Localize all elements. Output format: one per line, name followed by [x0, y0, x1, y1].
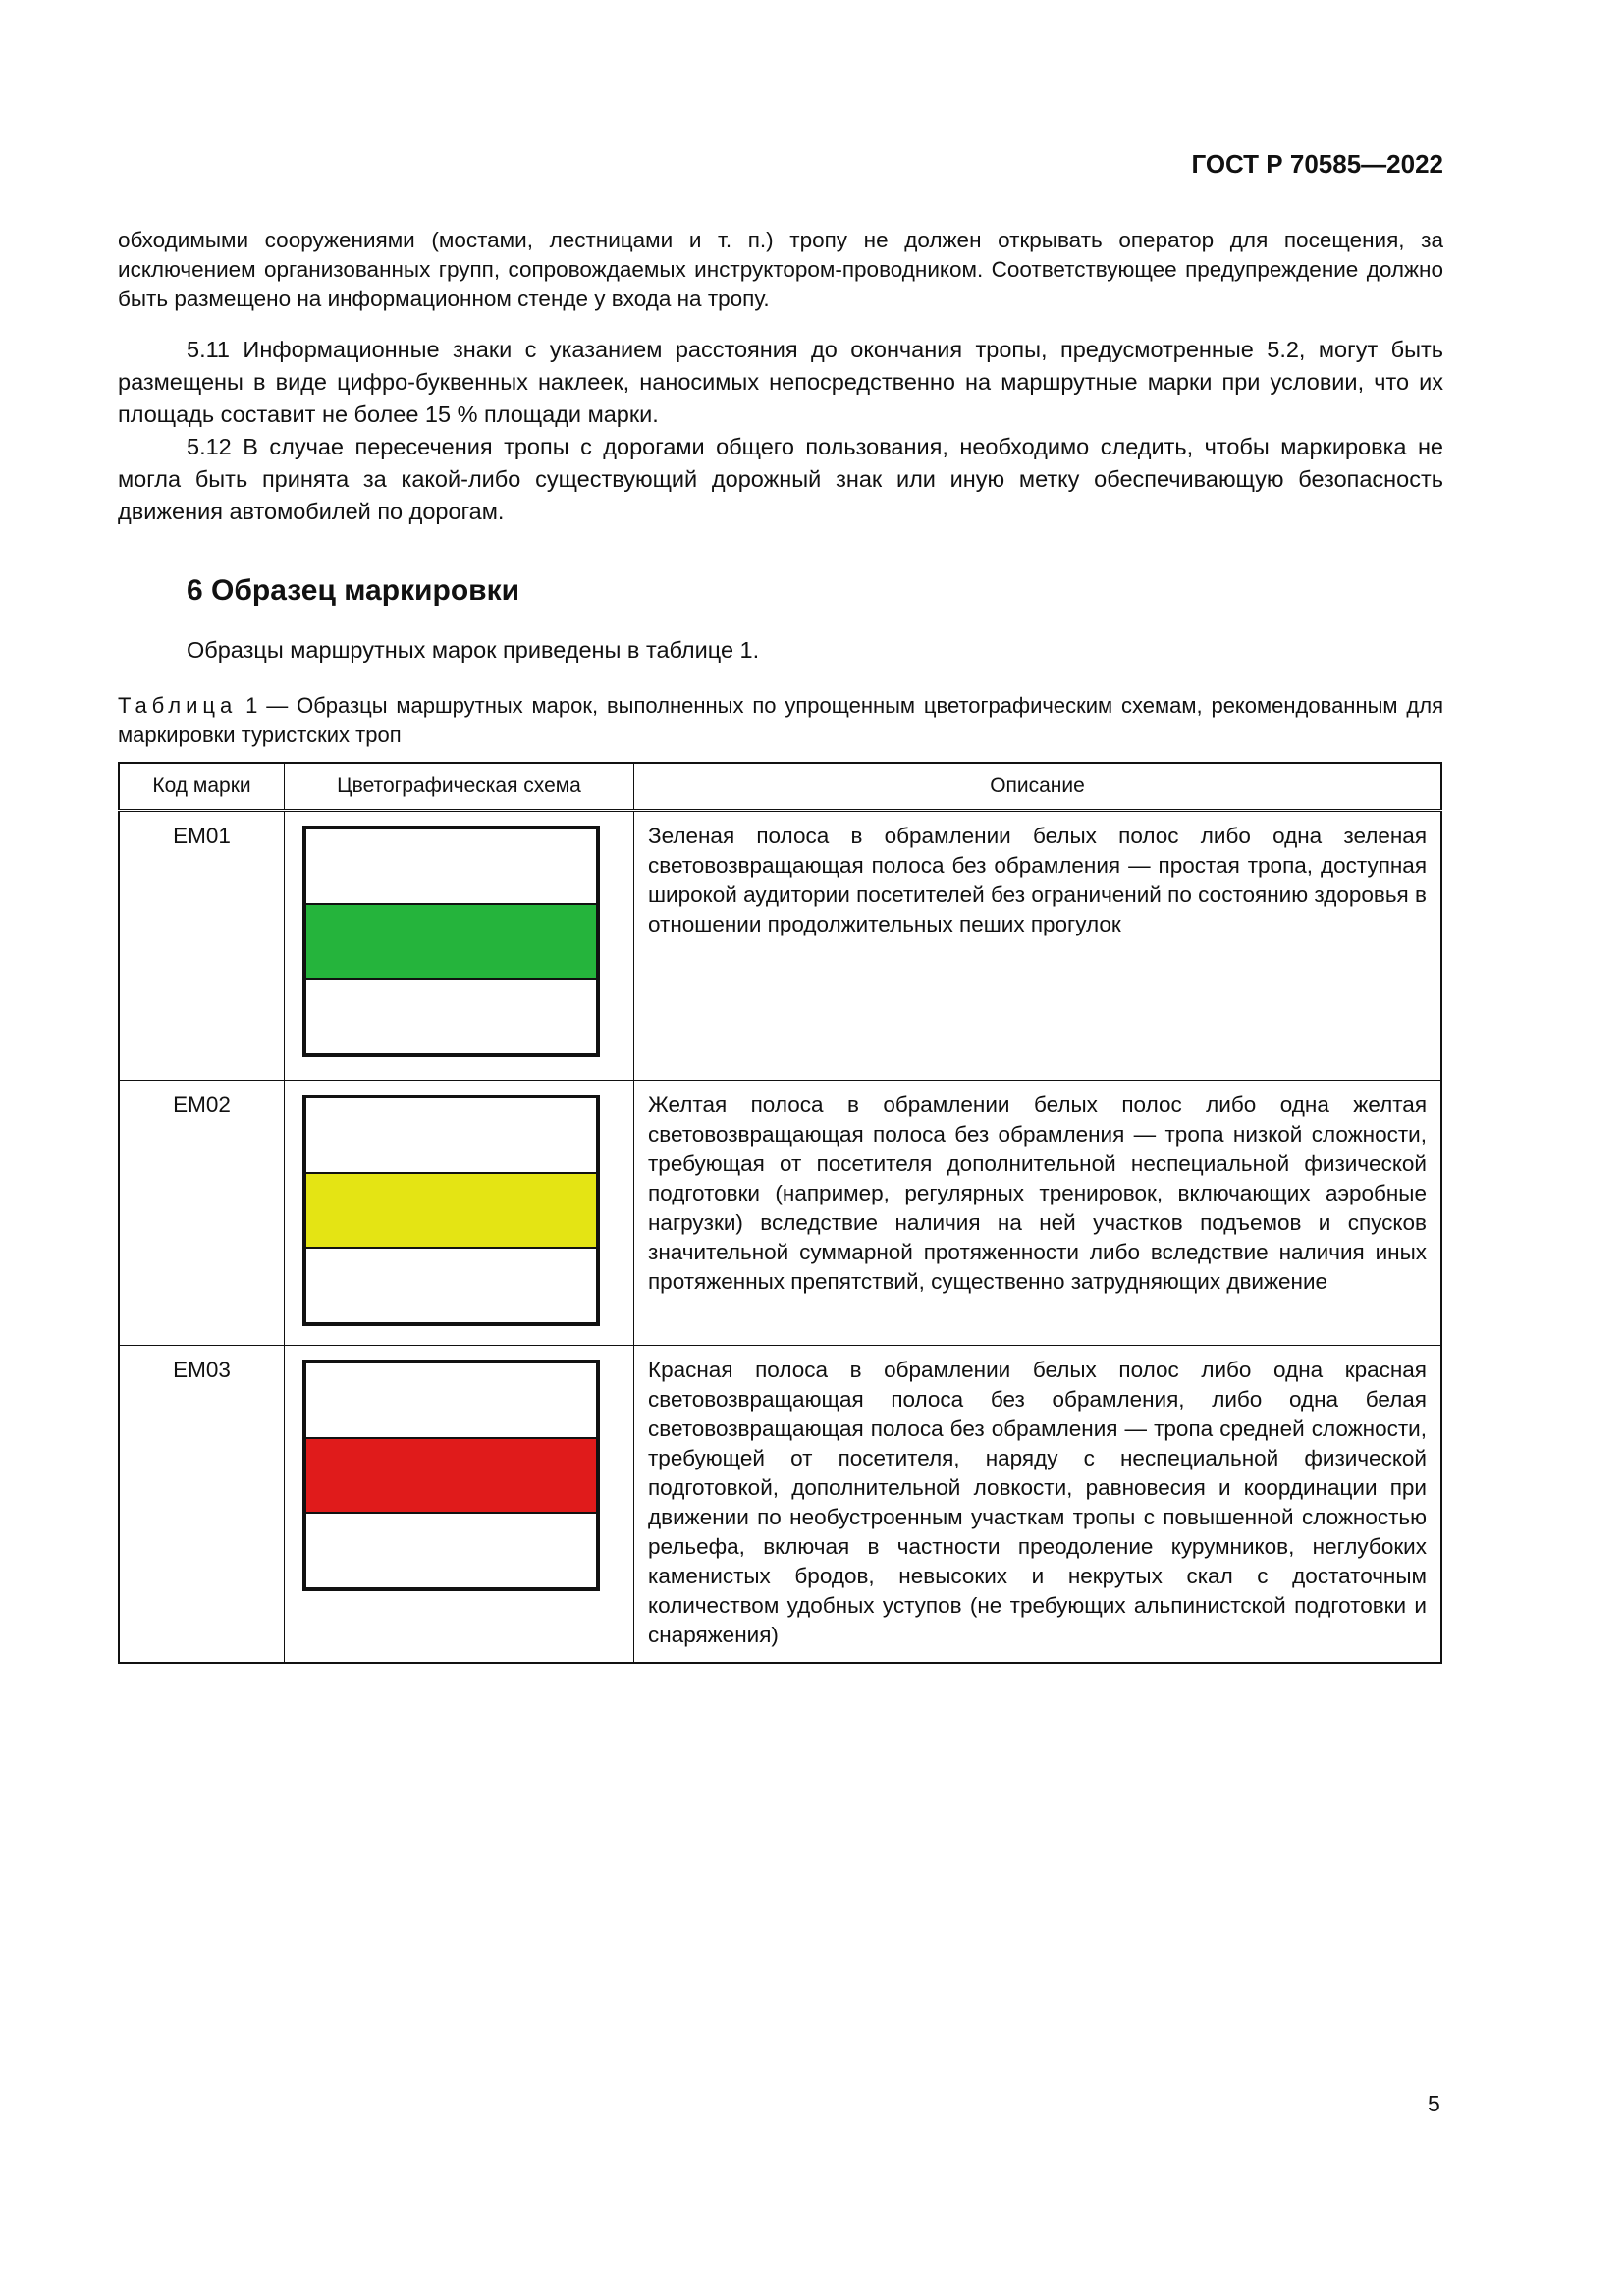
mark-description: Красная полоса в обрамлении белых полос либо одна красная световозвращающая полоса без обрамления, либо одна белая световозвращающая полоса без обрамления — тропа средней сложности, требующей от посетителя, наряду с неспециальной физической подготовкой, дополнительной ловкости, равновесия и координации при движении по необустроенным участкам тропы с повышенной сложностью рельефа, включая в частности преодоление курумников, неглубоких каменистых бродов, невысоких и некрутых скал с достаточным количеством удобных уступов (не требующих альпинистской подготовки и снаряжения): [634, 1346, 1442, 1663]
mark-swatch-yellow: [302, 1095, 600, 1326]
white-stripe: [306, 1249, 596, 1322]
mark-swatch-red: [302, 1360, 600, 1591]
paragraph-5-11: 5.11 Информационные знаки с указанием расстояния до окончания тропы, предусмотренные 5.2, могут быть размещены в виде цифро-буквенных наклеек, наносимых непосредственно на маршрутные марки при условии, что их площадь составит не более 15 % площади марки.: [118, 337, 1443, 427]
white-stripe: [306, 1363, 596, 1437]
section-heading: 6 Образец маркировки: [187, 574, 520, 607]
color-stripe: [306, 1172, 596, 1250]
table-row: [119, 811, 1441, 1081]
mark-code: ЕМ02: [119, 1081, 285, 1346]
table-caption-label: Таблица: [118, 693, 238, 718]
table-row: [119, 1081, 1441, 1346]
mark-code: ЕМ03: [119, 1346, 285, 1663]
marks-table: [118, 762, 1442, 1664]
mark-code: ЕМ01: [119, 811, 285, 1081]
mark-scheme: [285, 1081, 634, 1346]
header-code: Код марки: [119, 763, 285, 811]
mark-description: Зеленая полоса в обрамлении белых полос либо одна зеленая световозвращающая полоса без обрамления — простая тропа, доступная широкой аудитории посетителей без ограничений по состоянию здоровья в отношении продолжительных пеших прогулок: [634, 811, 1442, 1081]
paragraph-continuation: обходимыми сооружениями (мостами, лестницами и т. п.) тропу не должен открывать оператор для посещения, за исключением организованных групп, сопровождаемых инструктором-проводником. Соответствующее предупреждение должно быть размещено на информационном стенде у входа на тропу.: [118, 228, 1443, 311]
table-header-row: [119, 763, 1441, 811]
header-scheme: Цветографическая схема: [285, 763, 634, 811]
mark-scheme: [285, 1346, 634, 1663]
table-caption: [118, 691, 1443, 750]
white-stripe: [306, 980, 596, 1053]
section-intro: Образцы маршрутных марок приведены в таблице 1.: [187, 637, 760, 663]
mark-description: Желтая полоса в обрамлении белых полос либо одна желтая световозвращающая полоса без обрамления — тропа низкой сложности, требующая от посетителя дополнительной неспециальной физической подготовки (например, регулярных тренировок, включающих аэробные нагрузки) вследствие наличия на ней участков подъемов и спусков значительной суммарной протяженности либо вследствие наличия иных протяженных препятствий, существенно затрудняющих движение: [634, 1081, 1442, 1346]
color-stripe: [306, 1437, 596, 1515]
white-stripe: [306, 1514, 596, 1587]
color-stripe: [306, 903, 596, 981]
paragraph-5-12: 5.12 В случае пересечения тропы с дорогами общего пользования, необходимо следить, чтобы маркировка не могла быть принята за какой-либо существующий дорожный знак или иную метку обеспечивающую безопасность движения автомобилей по дорогам.: [118, 434, 1443, 524]
table-caption-text: 1 — Образцы маршрутных марок, выполненных по упрощенным цветографическим схемам, рекомендованным для маркировки туристских троп: [118, 693, 1443, 747]
white-stripe: [306, 1098, 596, 1172]
page-number: 5: [1428, 2091, 1440, 2116]
mark-swatch-green: [302, 826, 600, 1057]
header-description: Описание: [634, 763, 1442, 811]
document-id: ГОСТ Р 70585—2022: [1191, 149, 1443, 179]
mark-scheme: [285, 811, 634, 1081]
table-row: [119, 1346, 1441, 1663]
white-stripe: [306, 829, 596, 903]
